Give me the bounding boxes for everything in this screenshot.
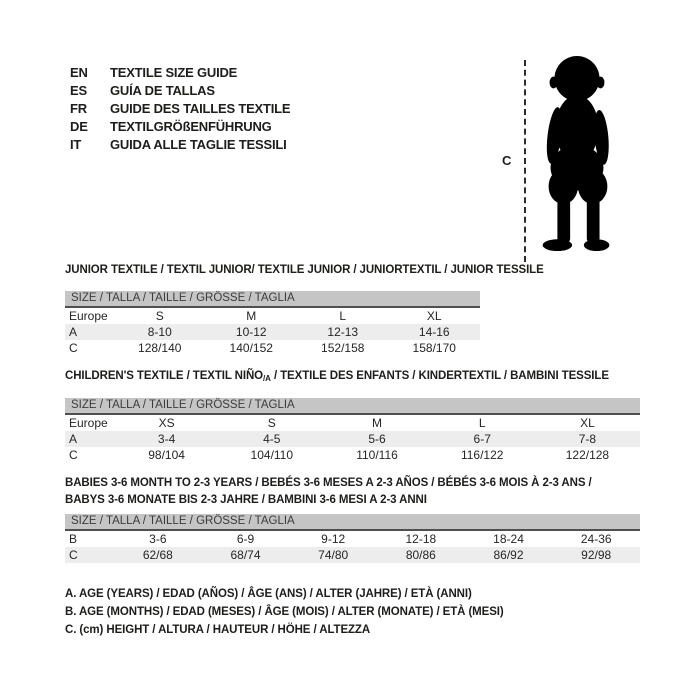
babies-size-table bbox=[65, 514, 640, 563]
table-cell: 158/170 bbox=[412, 341, 456, 355]
language-code: EN bbox=[70, 65, 88, 80]
table-cell: S bbox=[155, 309, 164, 323]
table-cell: 122/128 bbox=[565, 448, 610, 462]
row-label: A bbox=[69, 432, 78, 446]
table-cell: 14-16 bbox=[418, 325, 450, 339]
babies-title-line2: BABYS 3-6 MONATE BIS 2-3 JAHRE / BAMBINI 3-6 MESI A 2-3 ANNI bbox=[65, 494, 427, 506]
legend-note-c: C. (cm) HEIGHT / ALTURA / HAUTEUR / HÖHE / ALTEZZA bbox=[65, 624, 371, 636]
table-row bbox=[65, 431, 640, 447]
language-row-it bbox=[70, 136, 290, 154]
table-row bbox=[65, 547, 640, 563]
legend-note-a: A. AGE (YEARS) / EDAD (AÑOS) / ÂGE (ANS) / ALTER (JAHRE) / ETÀ (ANNI) bbox=[65, 588, 472, 600]
table-cell: 8-10 bbox=[147, 325, 172, 339]
table-cell: 3-4 bbox=[157, 432, 176, 446]
size-header-bar: SIZE / TALLA / TAILLE / GRÖSSE / TAGLIA bbox=[65, 398, 640, 415]
language-label: GUIDA ALLE TAGLIE TESSILI bbox=[110, 137, 287, 152]
language-code: DE bbox=[70, 119, 88, 134]
row-label: A bbox=[69, 325, 78, 339]
table-cell: XL bbox=[426, 309, 442, 323]
children-title-prefix: CHILDREN'S TEXTILE / TEXTIL NIÑO bbox=[65, 370, 264, 382]
table-cell: 140/152 bbox=[229, 341, 273, 355]
table-cell: 18-24 bbox=[493, 532, 524, 546]
table-cell: 92/98 bbox=[581, 548, 612, 562]
table-cell: 80/86 bbox=[405, 548, 436, 562]
row-label: C bbox=[69, 548, 78, 562]
language-label: TEXTILGRÖßENFÜHRUNG bbox=[110, 119, 272, 134]
table-cell: 110/116 bbox=[356, 448, 398, 462]
table-cell: 5-6 bbox=[368, 432, 386, 446]
height-measure-dashed-line bbox=[524, 60, 526, 262]
table-cell: 4-5 bbox=[263, 432, 281, 446]
table-cell: 9-12 bbox=[321, 532, 346, 546]
language-label: GUÍA DE TALLAS bbox=[110, 83, 215, 98]
table-cell: 74/80 bbox=[318, 548, 349, 562]
table-cell: 116/122 bbox=[460, 448, 504, 462]
size-header-bar: SIZE / TALLA / TAILLE / GRÖSSE / TAGLIA bbox=[65, 514, 640, 531]
babies-section-title bbox=[65, 475, 592, 509]
table-cell: 128/140 bbox=[138, 341, 182, 355]
language-label: GUIDE DES TAILLES TEXTILE bbox=[110, 101, 291, 116]
table-cell: L bbox=[478, 416, 486, 430]
row-label: C bbox=[69, 341, 78, 355]
table-cell: 104/110 bbox=[250, 448, 294, 462]
row-label: Europe bbox=[69, 309, 108, 323]
table-row bbox=[65, 447, 640, 463]
table-cell: 12-18 bbox=[405, 532, 437, 546]
row-label: C bbox=[69, 448, 78, 462]
table-cell: 98/104 bbox=[148, 448, 185, 462]
table-cell: 6-7 bbox=[473, 432, 491, 446]
table-row bbox=[65, 340, 480, 356]
children-size-table bbox=[65, 398, 640, 463]
row-label: Europe bbox=[69, 416, 108, 430]
junior-size-table bbox=[65, 291, 480, 356]
children-title-subscript: /A bbox=[263, 374, 271, 383]
table-cell: 62/68 bbox=[142, 548, 173, 562]
language-row-es bbox=[70, 82, 290, 100]
table-row bbox=[65, 324, 480, 340]
language-row-en bbox=[70, 64, 290, 82]
table-cell: 86/92 bbox=[493, 548, 524, 562]
table-cell: 68/74 bbox=[230, 548, 261, 562]
legend-note-b: B. AGE (MONTHS) / EDAD (MESES) / ÂGE (MOIS) / ALTER (MONATE) / ETÀ (MESI) bbox=[65, 606, 504, 618]
table-cell: 3-6 bbox=[149, 532, 167, 546]
table-row bbox=[65, 531, 640, 547]
junior-section-title: JUNIOR TEXTILE / TEXTIL JUNIOR/ TEXTILE JUNIOR / JUNIORTEXTIL / JUNIOR TESSILE bbox=[65, 264, 544, 276]
table-cell: S bbox=[267, 416, 276, 430]
table-cell: XS bbox=[158, 416, 175, 430]
table-row bbox=[65, 415, 640, 431]
table-cell: 24-36 bbox=[580, 532, 612, 546]
table-cell: 12-13 bbox=[327, 325, 359, 339]
language-row-fr bbox=[70, 100, 290, 118]
table-cell: M bbox=[372, 416, 382, 430]
baby-silhouette-icon bbox=[528, 52, 626, 258]
language-label: TEXTILE SIZE GUIDE bbox=[110, 65, 238, 80]
language-code: ES bbox=[70, 83, 87, 98]
table-cell: XL bbox=[580, 416, 595, 430]
children-title-suffix: / TEXTILE DES ENFANTS / KINDERTEXTIL / BAMBINI TESSILE bbox=[270, 370, 609, 382]
table-row bbox=[65, 308, 480, 324]
language-row-de bbox=[70, 118, 290, 136]
table-cell: 10-12 bbox=[235, 325, 267, 339]
legend-notes bbox=[65, 585, 504, 639]
language-code: IT bbox=[70, 137, 82, 152]
height-measure-label: C bbox=[502, 153, 512, 168]
babies-title-line1: BABIES 3-6 MONTH TO 2-3 YEARS / BEBÉS 3-6 MESES A 2-3 AÑOS / BÉBÉS 3-6 MOIS À 2-3 ANS / bbox=[65, 477, 592, 489]
children-section-title bbox=[65, 370, 609, 383]
table-cell: L bbox=[339, 309, 347, 323]
table-cell: 6-9 bbox=[236, 532, 255, 546]
table-cell: 152/158 bbox=[321, 341, 365, 355]
table-cell: 7-8 bbox=[578, 432, 597, 446]
language-list bbox=[70, 64, 290, 154]
row-label: B bbox=[69, 532, 78, 546]
language-code: FR bbox=[70, 101, 87, 116]
size-header-bar: SIZE / TALLA / TAILLE / GRÖSSE / TAGLIA bbox=[65, 291, 480, 308]
table-cell: M bbox=[246, 309, 257, 323]
